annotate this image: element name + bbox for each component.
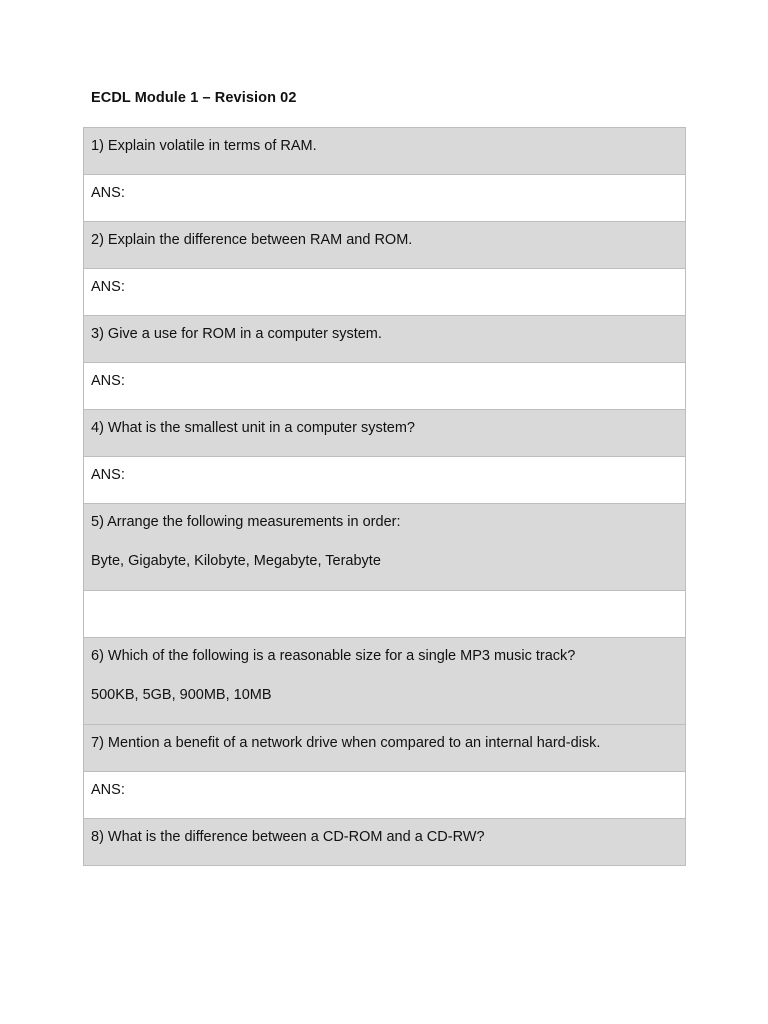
- answer-row-2: [84, 269, 686, 316]
- answer-label: ANS:: [91, 373, 125, 389]
- answer-label: ANS:: [91, 467, 125, 483]
- questions-table: [83, 127, 686, 866]
- question-row-8: [84, 819, 686, 866]
- question-row-3: [84, 316, 686, 363]
- question-text: 6) Which of the following is a reasonable size for a single MP3 music track?: [91, 648, 576, 664]
- question-row-6: [84, 638, 686, 725]
- answer-row-4: [84, 457, 686, 504]
- question-row-2: [84, 222, 686, 269]
- answer-label: ANS:: [91, 782, 125, 798]
- question-cell: [84, 128, 686, 175]
- question-text: 5) Arrange the following measurements in order:: [91, 514, 401, 530]
- question-row-5: [84, 504, 686, 591]
- answer-label: ANS:: [91, 185, 125, 201]
- question-text: 3) Give a use for ROM in a computer system.: [91, 326, 382, 342]
- document-title: ECDL Module 1 – Revision 02: [91, 90, 297, 106]
- question-text: 2) Explain the difference between RAM and ROM.: [91, 232, 413, 248]
- answer-cell[interactable]: [84, 457, 686, 504]
- question-cell: [84, 819, 686, 866]
- answer-cell[interactable]: [84, 772, 686, 819]
- question-cell: [84, 316, 686, 363]
- answer-cell[interactable]: [84, 175, 686, 222]
- answer-label: [91, 591, 678, 599]
- answer-row-7: [84, 772, 686, 819]
- question-cell: [84, 222, 686, 269]
- question-cell: [84, 638, 686, 725]
- question-row-1: [84, 128, 686, 175]
- answer-row-1: [84, 175, 686, 222]
- question-text: 7) Mention a benefit of a network drive when compared to an internal hard-disk.: [91, 735, 601, 751]
- question-text: 1) Explain volatile in terms of RAM.: [91, 138, 317, 154]
- answer-row-3: [84, 363, 686, 410]
- answer-label: ANS:: [91, 279, 125, 295]
- question-row-4: [84, 410, 686, 457]
- answer-row-5: [84, 591, 686, 638]
- question-detail: Byte, Gigabyte, Kilobyte, Megabyte, Terabyte: [91, 553, 381, 569]
- question-cell: [84, 504, 686, 591]
- answer-cell[interactable]: [84, 269, 686, 316]
- question-text: 8) What is the difference between a CD-ROM and a CD-RW?: [91, 829, 485, 845]
- question-text: 4) What is the smallest unit in a computer system?: [91, 420, 415, 436]
- answer-cell[interactable]: [84, 591, 686, 638]
- question-detail: 500KB, 5GB, 900MB, 10MB: [91, 687, 272, 703]
- answer-cell[interactable]: [84, 363, 686, 410]
- question-cell: [84, 725, 686, 772]
- question-cell: [84, 410, 686, 457]
- question-row-7: [84, 725, 686, 772]
